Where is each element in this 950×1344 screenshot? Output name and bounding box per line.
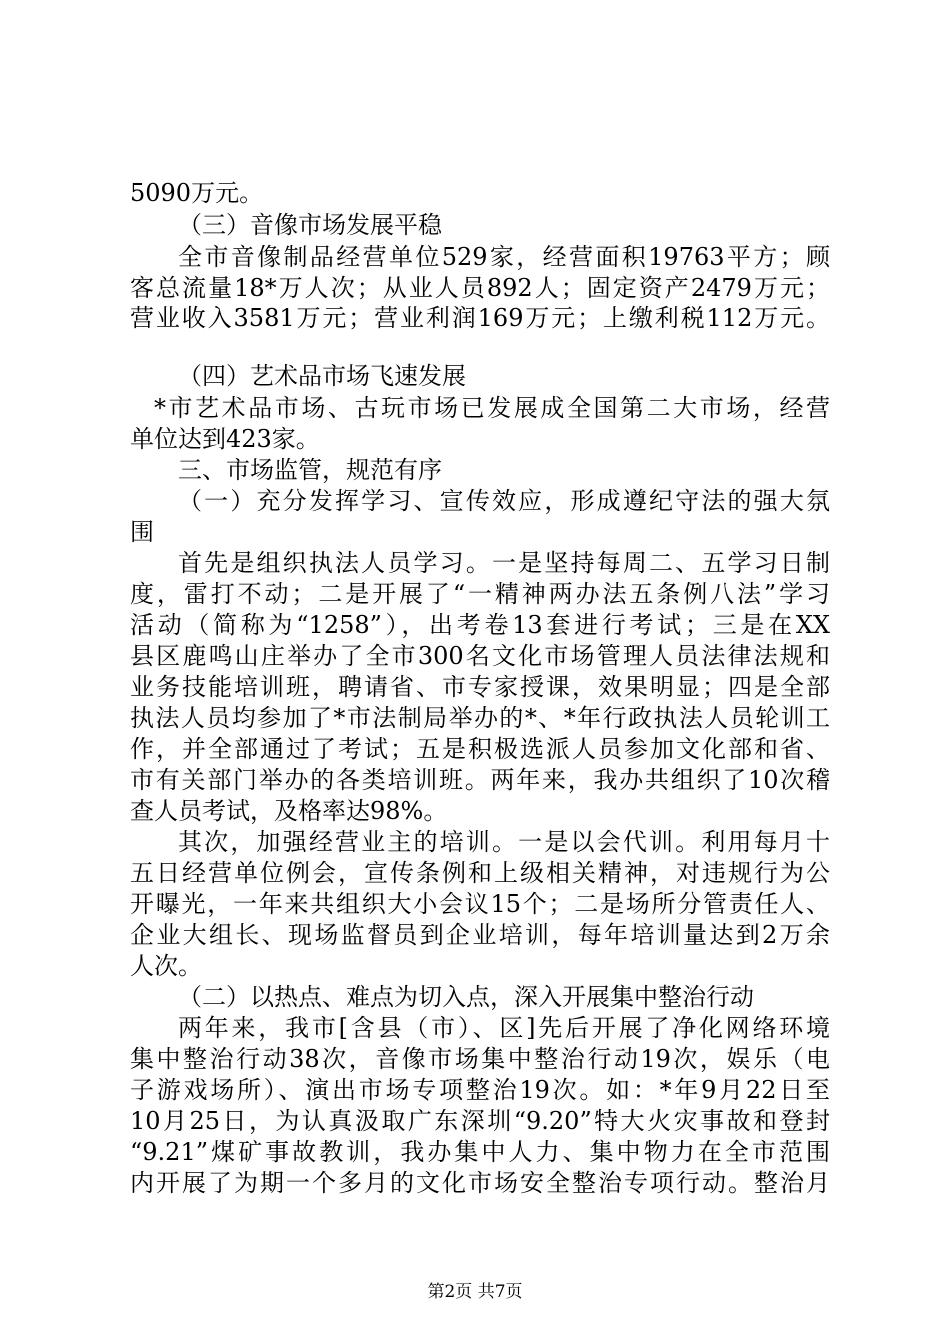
section-heading: 三、市场监管，规范有序 <box>178 456 442 484</box>
text-line: 查人员考试，及格率达98%。 <box>130 797 448 825</box>
section-heading: （三）音像市场发展平稳 <box>178 211 442 239</box>
page-number: 第2页 共7页 <box>427 1282 523 1302</box>
text-line: 市有关部门举办的各类培训班。两年来，我办共组织了10次稽 <box>130 766 830 794</box>
text-line: 县区鹿鸣山庄举办了全市300名文化市场管理人员法律法规和 <box>130 642 830 670</box>
text-line: 10月25日，为认真汲取广东深圳“9.20”特大火灾事故和登封 <box>130 1107 830 1135</box>
text-line: 五日经营单位例会，宣传条例和上级相关精神，对违规行为公 <box>130 859 830 887</box>
text-line: “9.21”煤矿事故教训，我办集中人力、集中物力在全市范围 <box>130 1138 830 1166</box>
text-line: 人次。 <box>130 952 202 980</box>
text-line: 活动（简称为“1258”），出考卷13套进行考试；三是在XX <box>130 611 830 639</box>
text-line: 执法人员均参加了*市法制局举办的*、*年行政执法人员轮训工 <box>130 704 830 732</box>
text-line: 其次，加强经营业主的培训。一是以会代训。利用每月十 <box>178 828 830 856</box>
text-line: *市艺术品市场、古玩市场已发展成全国第二大市场，经营 <box>154 394 830 422</box>
text-line: 围 <box>130 518 154 546</box>
section-heading: （四）艺术品市场飞速发展 <box>178 362 466 390</box>
text-line: 企业大组长、现场监督员到企业培训，每年培训量达到2万余 <box>130 921 830 949</box>
text-line: 开曝光，一年来共组织大小会议15个；二是场所分管责任人、 <box>130 890 830 918</box>
text-line: 5090万元。 <box>130 179 264 207</box>
text-line: 营业收入3581万元；营业利润169万元；上缴利税112万元。 <box>130 304 830 332</box>
text-line: 两年来，我市[含县（市）、区]先后开展了净化网络环境 <box>178 1014 830 1042</box>
text-line: 作，并全部通过了考试；五是积极选派人员参加文化部和省、 <box>130 735 830 763</box>
text-line: 度，雷打不动；二是开展了“一精神两办法五条例八法”学习 <box>130 580 830 608</box>
section-heading: （一）充分发挥学习、宣传效应，形成遵纪守法的强大氛 <box>178 487 830 515</box>
text-line: 内开展了为期一个多月的文化市场安全整治专项行动。整治月 <box>130 1169 830 1197</box>
section-heading: （二）以热点、难点为切入点，深入开展集中整治行动 <box>178 983 754 1011</box>
text-line: 全市音像制品经营单位529家，经营面积19763平方；顾 <box>178 243 830 271</box>
text-line: 单位达到423家。 <box>130 425 320 453</box>
text-line: 业务技能培训班，聘请省、市专家授课，效果明显；四是全部 <box>130 673 830 701</box>
text-line: 集中整治行动38次，音像市场集中整治行动19次，娱乐（电 <box>130 1045 830 1073</box>
text-line: 客总流量18*万人次；从业人员892人；固定资产2479万元； <box>130 274 830 302</box>
text-line: 子游戏场所）、演出市场专项整治19次。如：*年9月22日至 <box>130 1076 830 1104</box>
text-line: 首先是组织执法人员学习。一是坚持每周二、五学习日制 <box>178 549 830 577</box>
